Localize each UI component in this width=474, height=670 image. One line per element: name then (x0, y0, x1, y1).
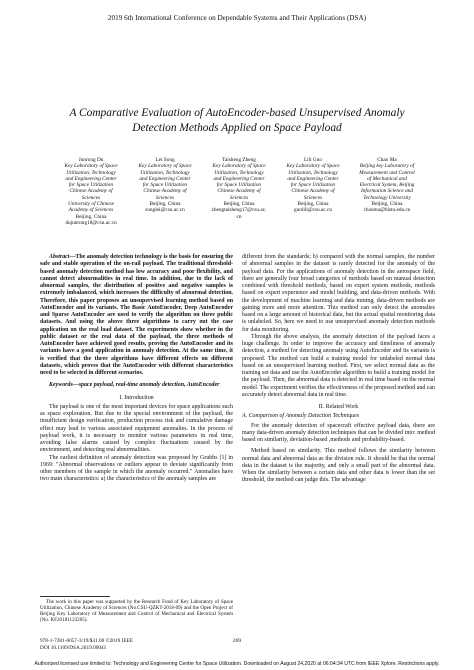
author-location: Beijing, China (371, 201, 403, 208)
author-email[interactable]: guolili@csu.ac.cn (293, 207, 333, 214)
author-location: Beijing, China (75, 213, 107, 220)
title-line-1: A Comparative Evaluation of AutoEncoder-based Unsupervised Anomaly (69, 107, 405, 119)
author-affiliation: Key Laboratory of Space Utilization, Technology and Engineering Center for Space Utilization Chinese Academy of Sciences (286, 163, 340, 201)
footnote-text: The work in this paper was supported by the Research Fund of Key Laboratory of Space Utilization, Chinese Academy of Sciences (No.CSU-QZKT-2018-09) and the Open Project of Beijing Key Laboratory of Measurement and Control of Mechanical and Electrical System (No. KF20181123205). (40, 599, 233, 624)
abstract (40, 254, 233, 377)
author-affiliation: Key Laboratory of Space Utilization, Technology and Engineering Center for Space Utilization Chinese Academy of Sciences (212, 163, 266, 201)
footnote-divider (40, 596, 110, 597)
author-email[interactable]: chaoma@bistu.edu.cn (363, 207, 411, 214)
author-location: Beijing, China (223, 201, 255, 208)
author-affiliation: Key Laboratory of Space Utilization, Technology and Engineering Center for Space Utilization Chinese Academy of Sciences (138, 163, 192, 201)
left-column (40, 254, 233, 484)
footer-isbn: 978-1-7281-6057-3/19/$31.00 ©2019 IEEE (40, 638, 134, 644)
keywords: Keywords—space payload, real-time anomaly detection, AutoEncoder (49, 382, 220, 389)
author-email[interactable]: zhengtaisheng17@csu.ac. (211, 207, 267, 214)
intro-paragraph-2: The earliest definition of anomaly detection was proposed by Grubbs [1] in 1969: "Abnormal observations or outliers appear to deviate significantly from other members of the sample in which the anomaly occurred." Anomalies have two main characteristics: a) the characteristics of the anomaly samples are (40, 454, 233, 483)
author-name: Taisheng Zheng (222, 157, 256, 163)
author-affiliation: Key Laboratory of Space Utilization, Technology and Engineering Center for Space Utilization Chinese Academy of Sciences University of Chinese Academy of Sciences (64, 163, 118, 214)
intro-paragraph-1: The payload is one of the most important devices for space applications such as space exploration. But due to the special environment of the payload, the insufficient design verification, production process risk and cumulative damage effect may lead to various associated equipment anomalies. In the process of payload work, it is necessary to monitor various parameters in real time, avoiding false alarms caused by complex fluctuations caused by the environment, and detecting real abnormalities. (40, 403, 233, 454)
section-heading-related-work: II. Related Work (318, 404, 359, 410)
author-name: Lili Guo (303, 157, 323, 163)
page-number: 269 (232, 638, 242, 644)
title-line-2: Detection Methods Applied on Space Payload (132, 122, 342, 134)
author-location: Beijing, China (297, 201, 329, 208)
right-paragraph-3: For the anomaly detection of spacecraft effective payload data, there are many data-driven anomaly detection techniques that can be divided into: method based on similarity, deviation-based ,methods and probability-based. (242, 422, 435, 443)
right-column (242, 254, 435, 485)
author-5 (344, 157, 430, 214)
abstract-text: —The anomaly detection technology is the basis for ensuring the safe and stable operation of the on-rail payload. The traditional threshold-based anomaly detection method has low accuracy and poor flexibility, and cannot detect abnormalities in real time. In addition, due to the lack of abnormal samples, the distribution of positive and negative samples is extremely imbalanced, which increases the difficulty of abnormal detection. Therefore, this paper proposes an unsupervised learning method based on AutoEncoder and its variants. The Basic AutoEncoder, Deep AutoEncoder and Sparse AutoEncoder are used to verify the algorithm on three public datasets. And using the above three algorithms to carry out the case application on the real load dataset. The experiments show whether in the public dataset or the real data of the payload, the three methods of AutoEncoder have achieved good results, proving the AutoEncoder and its variants have a good application in anomaly detection. At the same time, it is verified that the three algorithms have different effects on different datasets, which proves that the AutoEncoder with different characteristics need to be selected in different scenarios. (40, 254, 233, 376)
footnote (40, 599, 233, 623)
conference-header: 2019 6th International Conference on Dependable Systems and Their Applications (DSA) (107, 14, 367, 22)
author-email[interactable]: dujunrong18@csu.ac.cn (65, 219, 117, 226)
author-name: Junrong Du (78, 157, 104, 163)
license-notice: Authorized licensed use limited to: Technology and Engineering Center for Space Utilization. Downloaded on August 24,2020 at 06:04:34 UTC from IEEE Xplore. Restrictions apply. (34, 661, 440, 667)
abstract-label: Abstract (49, 254, 70, 260)
right-paragraph-1: different from the standards; b) compared with the normal samples, the number of abnormal samples in the dataset is rarely detected for the anomaly of the payload data. For the applications of anomaly detection in the aerospace field, there are generally four broad categories of methods based on manual detection combined with threshold methods, based on expert system methods, methods based on expert experience and model building, and data-driven methods. With the development of machine learning and data mining, data-driven methods are gaining more and more attention. This method can only detect the anomalies based on a large amount of historical data, but the actual spatial monitoring data is unlabeled. So, here we need to use unsupervised anomaly detection methods for data monitoring. (242, 254, 435, 333)
subsection-heading: A. Comparison of Anomaly Detection Techniques (242, 413, 360, 420)
author-name: Chao Ma (377, 157, 397, 163)
author-name: Lei Song (155, 157, 175, 163)
author-email-cont: cn (236, 213, 242, 220)
author-block (48, 157, 428, 232)
footer-doi[interactable]: DOI 10.1109/DSA.2019.00041 (40, 644, 107, 651)
author-location: Beijing, China (149, 201, 181, 208)
right-paragraph-2: Through the above analysis, the anomaly detection of the payload faces a huge challenge. In order to improve the accuracy and timeliness of anomaly detection, a method for detecting anomaly using AutoEncoder and its variants is proposed. The method can build a training model for unlabeled normal data based on an unsupervised learning method. First, we select normal data as the training set data and use the AutoEncoder algorithm to build a training model for the payload. Then, the abnormal data is detected in real time based on the normal model. The experiment verifies the effectiveness of the proposed method and can accurately detect abnormal data in real time. (242, 333, 436, 398)
author-email[interactable]: songlei@csu.ac.cn (145, 207, 185, 214)
author-affiliation: Beijing key Laboratory of Measurement and Control of Mechanical and Electrical System, Beijing Information Science and Technology University (359, 163, 415, 201)
right-paragraph-4: Method based on similarity. This method follows the similarity between normal data and abnormal data as the division rule. It should be that the normal data in the dataset is the majority, and only a small part of the abnormal data. When the similarity between a certain data and other data is lower than the set threshold, the method can judge this. The advantage (242, 448, 435, 484)
paper-title (40, 106, 434, 136)
section-heading-introduction: I. Introduction (119, 394, 154, 401)
